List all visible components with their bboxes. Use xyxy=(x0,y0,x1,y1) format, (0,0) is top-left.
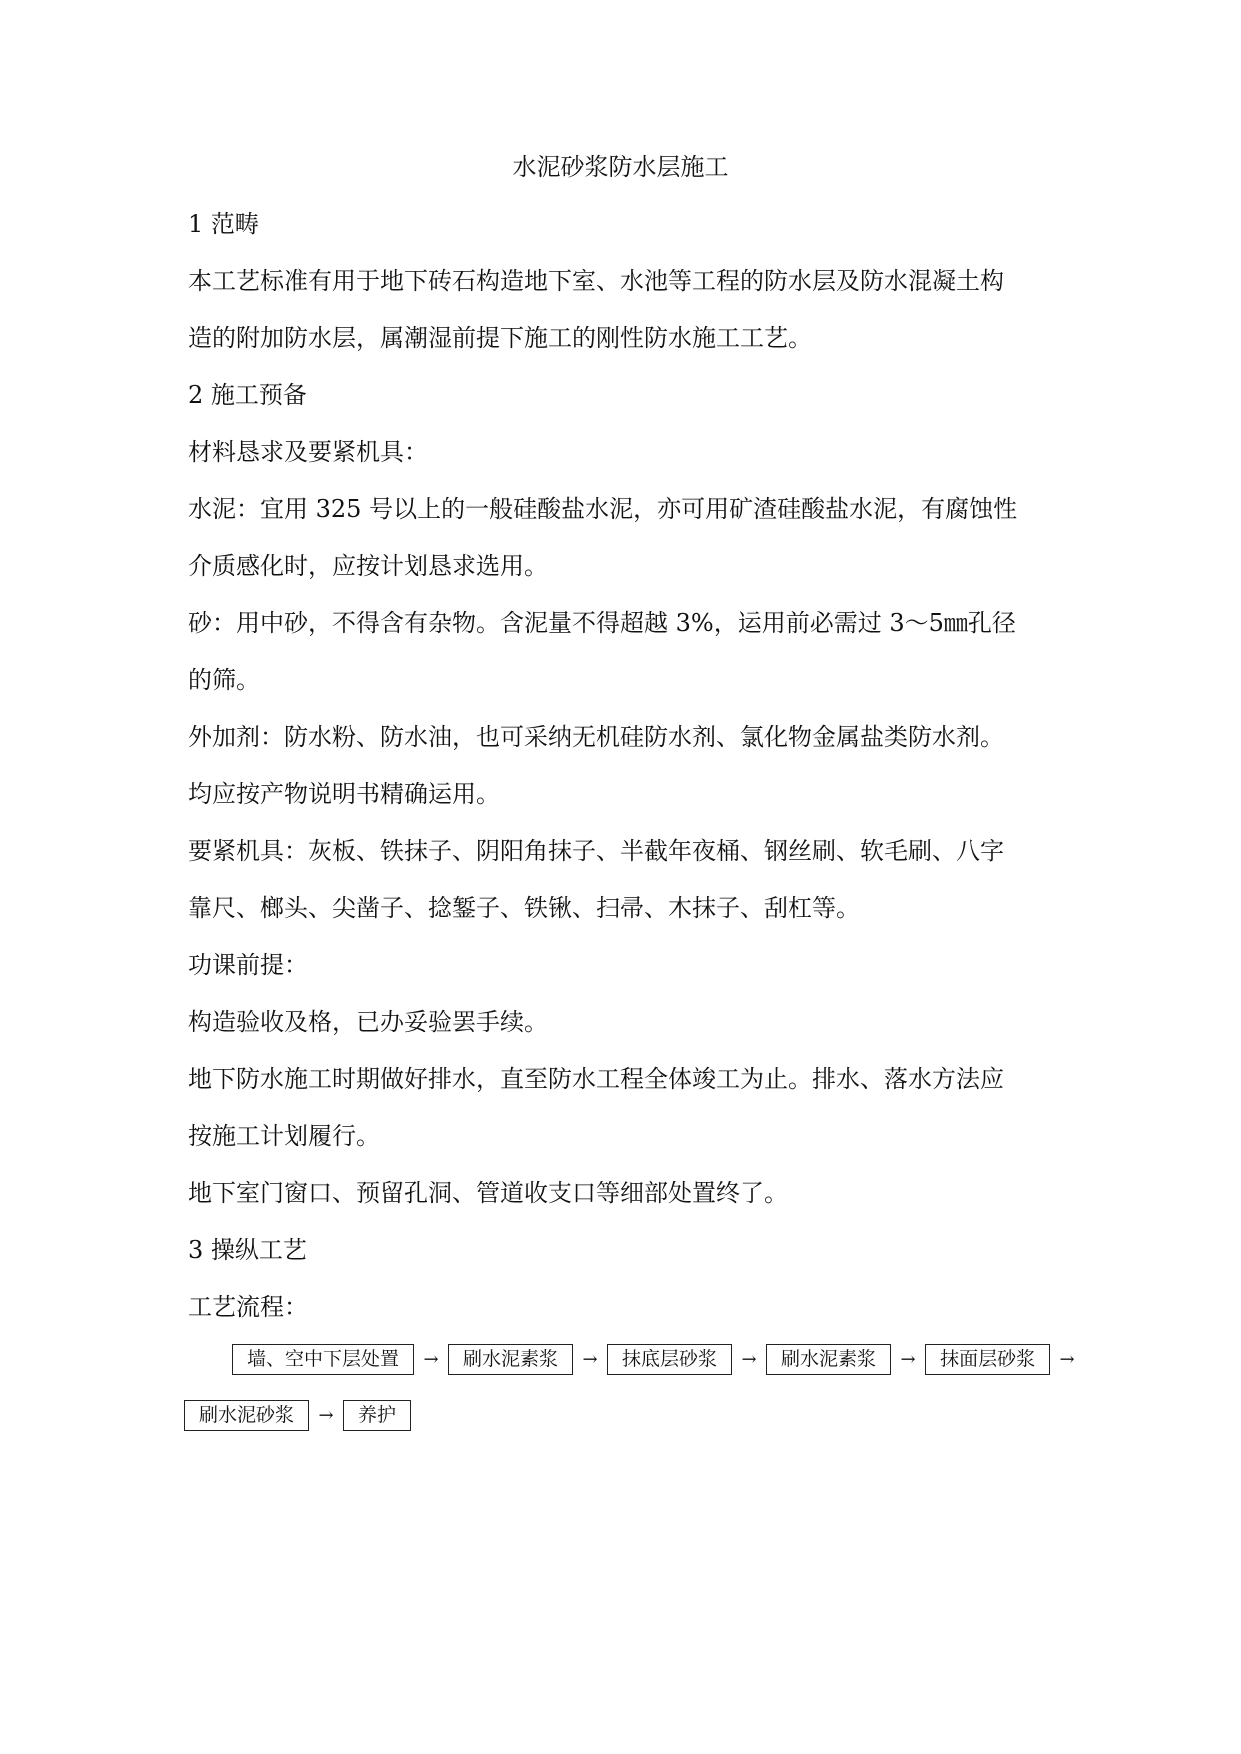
paragraph-line: 功课前提： xyxy=(188,951,308,979)
section-heading-operation: 3 操纵工艺 xyxy=(188,1236,307,1264)
flow-step-box: 养护 xyxy=(343,1400,411,1431)
paragraph-line: 地下室门窗口、预留孔洞、管道收支口等细部处置终了。 xyxy=(188,1179,788,1207)
paragraph-line: 按施工计划履行。 xyxy=(188,1122,380,1150)
paragraph-line: 材料恳求及要紧机具： xyxy=(188,438,428,466)
paragraph-line: 要紧机具：灰板、铁抹子、阴阳角抹子、半截年夜桶、钢丝刷、软毛刷、八字 xyxy=(188,837,1004,865)
paragraph-line: 本工艺标准有用于地下砖石构造地下室、水池等工程的防水层及防水混凝土构 xyxy=(188,267,1004,295)
paragraph-line: 造的附加防水层，属潮湿前提下施工的刚性防水施工工艺。 xyxy=(188,324,812,352)
flow-step-box: 刷水泥砂浆 xyxy=(184,1400,309,1431)
paragraph-line: 砂：用中砂，不得含有杂物。含泥量不得超越 3%，运用前必需过 3～5㎜孔径 xyxy=(188,609,1016,637)
paragraph-line: 地下防水施工时期做好排水，直至防水工程全体竣工为止。排水、落水方法应 xyxy=(188,1065,1004,1093)
flow-arrow-icon: → xyxy=(423,1349,439,1370)
paragraph-line: 外加剂：防水粉、防水油，也可采纳无机硅防水剂、氯化物金属盐类防水剂。 xyxy=(188,723,1004,751)
flow-step-box: 刷水泥素浆 xyxy=(766,1344,891,1375)
paragraph-line: 工艺流程： xyxy=(188,1293,308,1321)
flow-step-box: 抹面层砂浆 xyxy=(925,1344,1050,1375)
flow-arrow-icon: → xyxy=(582,1349,598,1370)
flow-step-box: 刷水泥素浆 xyxy=(448,1344,573,1375)
flow-step-box: 墙、空中下层处置 xyxy=(232,1344,414,1375)
paragraph-line: 均应按产物说明书精确运用。 xyxy=(188,780,500,808)
section-heading-scope: 1 范畴 xyxy=(188,210,259,238)
process-flow-row-2 xyxy=(184,1400,411,1431)
flow-arrow-icon: → xyxy=(741,1349,757,1370)
flow-arrow-icon: → xyxy=(1059,1349,1075,1370)
section-heading-preparation: 2 施工预备 xyxy=(188,381,307,409)
process-flow-row-1 xyxy=(232,1344,1084,1375)
paragraph-line: 构造验收及格，已办妥验罢手续。 xyxy=(188,1008,548,1036)
paragraph-line: 水泥：宜用 325 号以上的一般硅酸盐水泥，亦可用矿渣硅酸盐水泥，有腐蚀性 xyxy=(188,495,1018,523)
flow-step-box: 抹底层砂浆 xyxy=(607,1344,732,1375)
flow-arrow-icon: → xyxy=(900,1349,916,1370)
paragraph-line: 介质感化时，应按计划恳求选用。 xyxy=(188,552,548,580)
document-title: 水泥砂浆防水层施工 xyxy=(512,153,729,181)
paragraph-line: 的筛。 xyxy=(188,666,260,694)
flow-arrow-icon: → xyxy=(318,1405,334,1426)
paragraph-line: 靠尺、榔头、尖凿子、捻錾子、铁锹、扫帚、木抹子、刮杠等。 xyxy=(188,894,860,922)
